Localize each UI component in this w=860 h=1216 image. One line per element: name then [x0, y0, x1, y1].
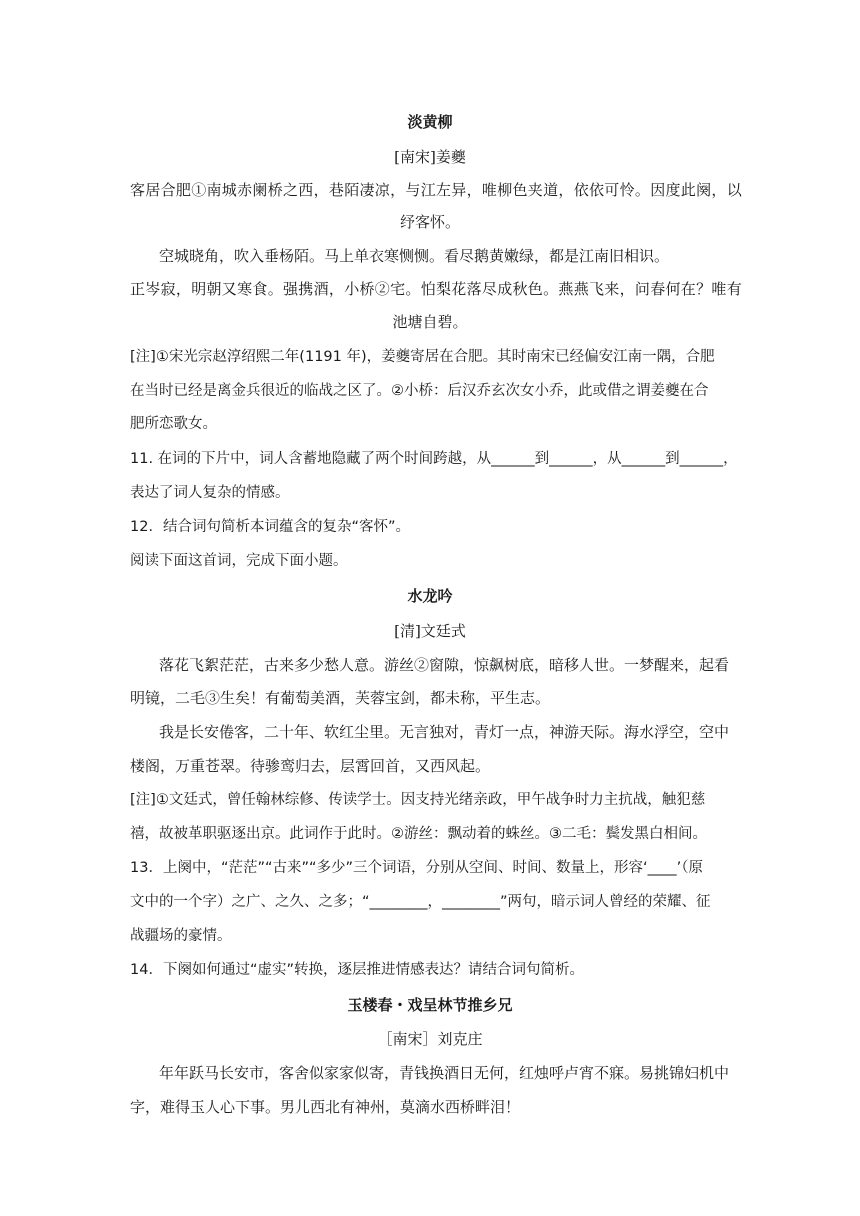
- poem1-stanza2-line2: 池塘自碧。: [392, 313, 468, 331]
- question-13-line3: 战疆场的豪情。: [130, 928, 232, 944]
- question-13-line1: 13．上阕中，“茫茫”“古来”“多少”三个词语，分别从空间、时间、数量上，形容‘____’（原: [130, 860, 703, 876]
- poem1-note-line1: [注]①宋光宗赵淳绍熙二年(1191 年)，姜夔寄居在合肥。其时南宋已经偏安江南一隅，合肥: [130, 349, 715, 365]
- poem1-title: 淡黄柳: [407, 113, 453, 131]
- poem1-preface-line2: 纾客怀。: [399, 213, 460, 231]
- poem1-preface-line1: 客居合肥①南城赤阑桥之西，巷陌凄凉，与江左异，唯柳色夹道，依依可怜。因度此阕，以: [130, 181, 743, 199]
- poem2-stanza2-line1: 我是长安倦客，二十年、软红尘里。无言独对，青灯一点，神游天际。海水浮空，空中: [159, 723, 730, 741]
- poem2-note-line2: 禧，故被革职驱逐出京。此词作于此时。②游丝：飘动着的蛛丝。③二毛：鬓发黑白相间。: [130, 826, 707, 842]
- poem1-stanza1: 空城晓角，吹入垂杨陌。马上单衣寒恻恻。看尽鹅黄嫩绿，都是江南旧相识。: [159, 247, 670, 265]
- poem1-author: [南宋]姜夔: [394, 148, 466, 166]
- poem2-title: 水龙吟: [407, 587, 453, 605]
- poem1-note-line3: 肥所恋歌女。: [130, 416, 217, 432]
- poem1-note-line2: 在当时已经是离金兵很近的临战之区了。②小桥：后汉乔玄次女小乔，此或借之谓姜夔在合: [130, 383, 709, 399]
- poem2-stanza1-line2: 明镜，二毛③生矣！有葡萄美酒，芙蓉宝剑，都未称，平生志。: [130, 689, 551, 707]
- poem3-title: 玉楼春・戏呈林节推乡兄: [347, 996, 513, 1014]
- question-13-line2: 文中的一个字）之广、之久、之多；“________，________”两句，暗示词人曾经的荣耀、征: [130, 894, 711, 910]
- poem2-stanza2-line2: 楼阁，万重苍翠。待骖鸾归去，层霄回首，又西风起。: [130, 757, 491, 775]
- poem2-author: [清]文廷式: [394, 622, 466, 640]
- poem3-stanza1-line1: 年年跃马长安市，客舍似家家似寄，青钱换酒日无何，红烛呼卢宵不寐。易挑锦妇机中: [159, 1064, 730, 1082]
- poem1-stanza2-line1: 正岑寂，明朝又寒食。强携酒，小桥②宅。怕梨花落尽成秋色。燕燕飞来，问春何在？唯有: [130, 280, 743, 298]
- question-12: 12．结合词句简析本词蕴含的复杂“客怀”。: [130, 519, 410, 535]
- reading-instruction: 阅读下面这首词，完成下面小题。: [130, 553, 348, 569]
- question-11-line1: 11. 在词的下片中，词人含蓄地隐藏了两个时间跨越，从______到______，从______到______，: [130, 451, 738, 467]
- question-14: 14．下阕如何通过“虚实”转换，逐层推进情感表达？请结合词句简析。: [130, 962, 584, 978]
- poem3-stanza1-line2: 字，难得玉人心下事。男儿西北有神州，莫滴水西桥畔泪！: [130, 1098, 521, 1116]
- poem2-stanza1-line1: 落花飞絮茫茫，古来多少愁人意。游丝②窗隙，惊飙树底，暗移人世。一梦醒来，起看: [159, 656, 730, 674]
- question-11-line2: 表达了词人复杂的情感。: [130, 485, 290, 501]
- poem2-note-line1: [注]①文廷式，曾任翰林综修、传读学士。因支持光绪亲政，甲午战争时力主抗战，触犯慈: [130, 792, 706, 808]
- poem3-author: ［南宋］刘克庄: [377, 1030, 483, 1048]
